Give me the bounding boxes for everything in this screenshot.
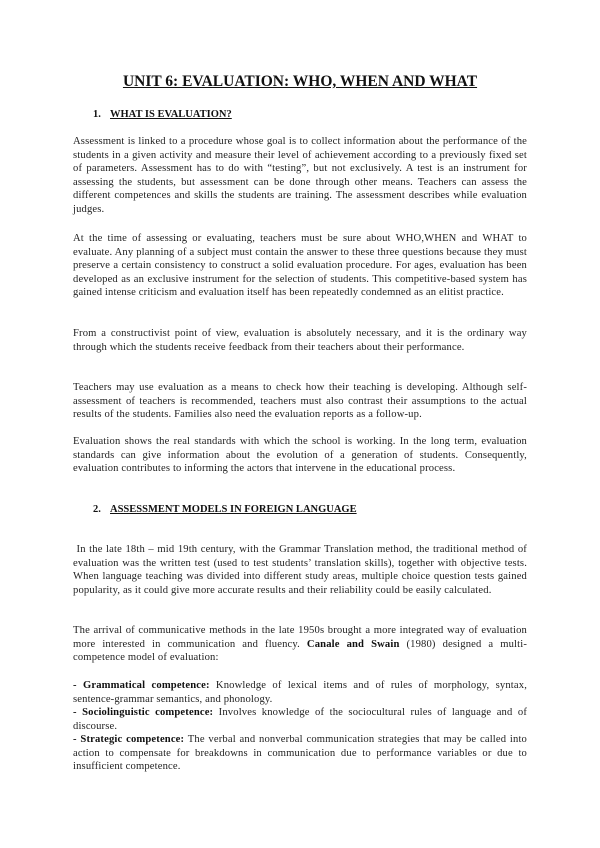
competence-text: The verbal and nonverbal communication strategies that may be called into action to compensate for breakdowns in communication due to performance variables or due to insufficient competence. — [73, 734, 527, 772]
list-item — [73, 733, 527, 774]
competence-label: - Strategic competence: — [73, 734, 185, 745]
section-number: 2. — [93, 504, 101, 515]
competence-list — [73, 679, 527, 774]
text: The arrival of communicative methods in the late 1950s brought a more integrated way of evaluation more interested in communication and fluency. — [73, 625, 527, 650]
paragraph: At the time of assessing or evaluating, teachers must be sure about WHO,WHEN and WHAT to evaluate. Any planning of a subject must contain the answer to these three questions because they must preserve a certain consistency to construct a solid evaluation procedure. For ages, evaluation has been developed as an exclusive instrument for the selection of students. This competitive-based system has gained intense criticism and evaluation itself has been repeatedly condemned as an elitist practice. — [73, 233, 527, 298]
list-item — [73, 679, 527, 706]
section-title: WHAT IS EVALUATION? — [110, 109, 232, 120]
section-title: ASSESSMENT MODELS IN FOREIGN LANGUAGE — [110, 504, 357, 515]
paragraph: From a constructivist point of view, evaluation is absolutely necessary, and it is the ordinary way through which the students receive feedback from their teachers about their performance. — [73, 328, 527, 353]
page-title: UNIT 6: EVALUATION: WHO, WHEN AND WHAT — [122, 73, 478, 90]
competence-text: Knowledge of lexical items and of rules of morphology, syntax, sentence-grammar semantics, and phonology. — [73, 680, 527, 705]
section-number: 1. — [93, 109, 101, 120]
paragraph: Teachers may use evaluation as a means to check how their teaching is developing. Although self-assessment of teachers is recommended, teachers must also contrast their assumptions to the actual results of the students. Families also need the evaluation reports as a follow-up. — [73, 382, 527, 420]
paragraph: Assessment is linked to a procedure whose goal is to collect information about the performance of the students in a given activity and measure their level of achievement according to a previously fixed set of parameters. Assessment has to do with “testing”, but not exclusively. A test is an instrument for assessing the students, but assessment can be done through other means. Teachers can assess the different competences and skills the students are training. The assessment describes while evaluation judges. — [73, 136, 527, 215]
competence-label: - Sociolinguistic competence: — [73, 707, 214, 718]
competence-label: - Grammatical competence: — [73, 680, 210, 691]
text: (1980) designed a multi-competence model of evaluation: — [73, 638, 528, 663]
competence-text: Involves knowledge of the sociocultural rules of language and of discourse. — [73, 707, 527, 732]
section-heading-1 — [93, 109, 232, 120]
paragraph: Evaluation shows the real standards with which the school is working. In the long term, evaluation standards can give information about the evolution of a generation of students. Consequently, evaluation contributes to informing the actors that intervene in the educational process. — [73, 436, 527, 474]
section-heading-2 — [93, 504, 357, 515]
paragraph: In the late 18th – mid 19th century, with the Grammar Translation method, the traditional method of evaluation was the written test (used to test students’ translation skills), together with objective tests. When language teaching was divided into different study areas, multiple choice question tests gained popularity, as it could give more accurate results and their reliability could be easily calculated. — [73, 544, 530, 596]
list-item — [73, 706, 527, 733]
paragraph-canale-swain — [73, 624, 527, 665]
bold-text: Canale and Swain — [306, 638, 400, 650]
